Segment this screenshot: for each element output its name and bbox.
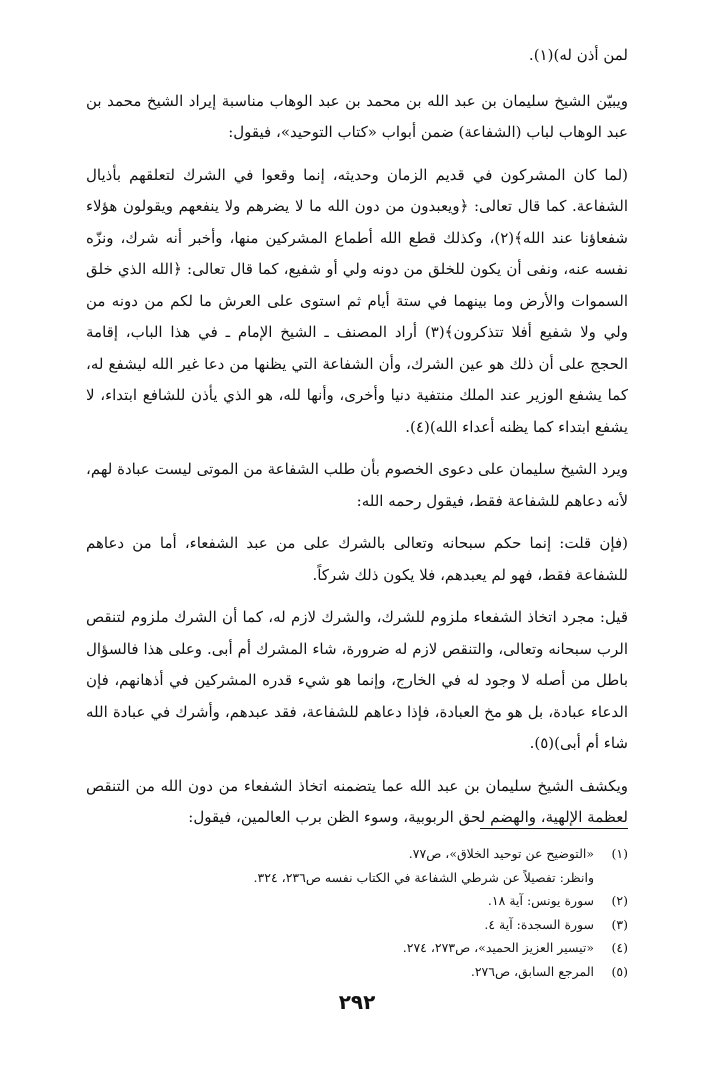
footnote-text: وانظر: تفصيلاً عن شرطي الشفاعة في الكتاب نفسه ص٢٣٦، ٣٢٤. xyxy=(253,869,594,885)
footnote-number: (٤) xyxy=(611,940,628,955)
paragraph: ويبيّن الشيخ سليمان بن عبد الله بن محمد بن عبد الوهاب مناسبة إيراد الشيخ محمد بن عبد الوهاب لباب (الشفاعة) ضمن أبواب «كتاب التوحيد»، فيقول: xyxy=(86,91,628,141)
footnote-number: (١) xyxy=(611,846,628,861)
footnote-number: (٥) xyxy=(611,963,628,979)
footnote-number: (٣) xyxy=(611,916,628,932)
footnote xyxy=(100,889,628,913)
paragraph: قيل: مجرد اتخاذ الشفعاء ملزوم للشرك، والشرك لازم له، كما أن الشرك ملزوم لتنقص الرب سبحانه وتعالى، والتنقص لازم له ضرورة، شاء المشرك أم أبى. وعلى هذا فالسؤال باطل من أصله لا وجود له في الخارج، وإنما هو شيء قدره المشركين في أذهانهم، فإن الدعاء عبادة، بل هو مخ العبادة، فإذا دعاهم للشفاعة، فقد عبدهم، وأشرك في عبادة الله شاء أم أبى)(٥). xyxy=(86,608,628,752)
footnote-text: سورة السجدة: آية ٤. xyxy=(484,916,594,932)
footnote-text: المرجع السابق، ص٢٧٦. xyxy=(470,963,594,979)
footnotes xyxy=(100,842,628,983)
paragraph: ويرد الشيخ سليمان على دعوى الخصوم بأن طلب الشفاعة من الموتى ليست عبادة لهم، لأنه دعاهم للشفاعة فقط، فيقول رحمه الله: xyxy=(86,460,628,510)
footnote xyxy=(100,936,628,960)
footnote-text: سورة يونس: آية ١٨. xyxy=(487,893,594,908)
paragraph: ويكشف الشيخ سليمان بن عبد الله عما يتضمنه اتخاذ الشفعاء من دون الله من التنقص لعظمة الإلهية، والهضم لحق الربوبية، وسوء الظن برب العالمين، فيقول: xyxy=(86,776,628,826)
footnote xyxy=(100,866,628,890)
footnote xyxy=(100,842,628,866)
body-text xyxy=(86,40,628,845)
footnote xyxy=(100,913,628,937)
footnote-separator xyxy=(480,828,628,829)
footnote-text: «التوضيح عن توحيد الخلاق»، ص٧٧. xyxy=(408,846,594,861)
paragraph: (فإن قلت: إنما حكم سبحانه وتعالى بالشرك على من عبد الشفعاء، أما من دعاهم للشفاعة فقط، فهو لم يعبدهم، فلا يكون ذلك شركاً. xyxy=(86,534,628,584)
footnote-number: (٢) xyxy=(611,893,628,908)
footnote xyxy=(100,960,628,984)
paragraph: لمن أذن له)(١). xyxy=(528,46,628,64)
footnote-text: «تيسير العزيز الحميد»، ص٢٧٣، ٢٧٤. xyxy=(402,940,594,955)
page-number: ٢٩٢ xyxy=(338,990,376,1014)
paragraph: (لما كان المشركون في قديم الزمان وحديثه، إنما وقعوا في الشرك لتعلقهم بأذيال الشفاعة. كما قال تعالى: ﴿ويعبدون من دون الله ما لا يضرهم ولا ينفعهم ويقولون هؤلاء شفعاؤنا عند الله﴾(٢)، وكذلك قطع الله أطماع المشركين منها، وأخبر أنه شرك، ونزّه نفسه عنه، ونفى أن يكون للخلق من دونه ولي أو شفيع، كما قال تعالى: ﴿الله الذي خلق السموات والأرض وما بينهما في ستة أيام ثم استوى على العرش ما لكم من دونه من ولي ولا شفيع أفلا تتذكرون﴾(٣) أراد المصنف ـ الشيخ الإمام ـ في هذا الباب، إقامة الحجج على أن ذلك هو عين الشرك، وأن الشفاعة التي يظنها من دعا غير الله ليشفع له، كما يشفع الوزير عند الملك منتفية دنيا وأخرى، وأنها لله، هو الذي يأذن للشافع ابتداء، لا يشفع ابتداء كما يظنه أعداء الله)(٤). xyxy=(86,165,628,436)
